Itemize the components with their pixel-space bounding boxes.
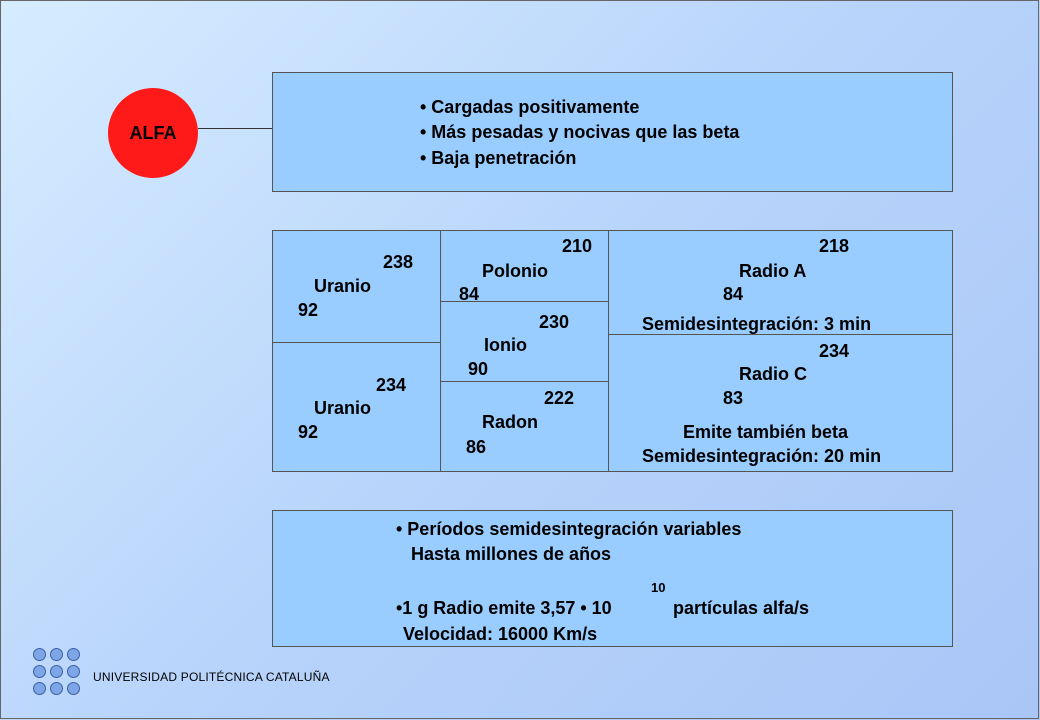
u234-number: 92: [298, 422, 319, 442]
logo-dot: [33, 682, 46, 695]
divider-v2: [608, 230, 609, 472]
u234-name: Uranio: [314, 398, 372, 418]
alfa-label: ALFA: [129, 122, 177, 143]
polonio-mass: 210: [562, 236, 593, 256]
ionio-mass: 230: [539, 312, 570, 332]
info-line-4: Velocidad: 16000 Km/s: [403, 624, 598, 644]
radioA-name: Radio A: [739, 261, 807, 281]
radon-mass: 222: [544, 388, 575, 408]
info-line-3a: •1 g Radio emite 3,57 • 10: [396, 598, 612, 618]
logo-dot: [50, 665, 63, 678]
logo-dot: [33, 665, 46, 678]
property-3: • Baja penetración: [420, 148, 577, 168]
property-1: • Cargadas positivamente: [420, 97, 640, 117]
u238-number: 92: [298, 300, 319, 320]
radioC-note-1: Emite también beta: [683, 422, 849, 442]
info-line-2: Hasta millones de años: [411, 544, 612, 564]
radioA-note: Semidesintegración: 3 min: [642, 314, 872, 334]
radon-number: 86: [466, 437, 487, 457]
divider-h-left: [272, 342, 440, 343]
u238-name: Uranio: [314, 276, 372, 296]
university-name: UNIVERSIDAD POLITÉCNICA CATALUÑA: [93, 670, 330, 684]
radioC-mass: 234: [819, 341, 850, 361]
info-line-1: • Períodos semidesintegración variables: [396, 519, 742, 539]
logo-dot: [33, 648, 46, 661]
u238-mass: 238: [383, 252, 414, 272]
radioA-number: 84: [723, 284, 744, 304]
logo-dot: [67, 648, 80, 661]
ionio-name: Ionio: [484, 335, 527, 355]
radioA-mass: 218: [819, 236, 850, 256]
connector-line: [198, 128, 272, 129]
u234-mass: 234: [376, 375, 407, 395]
logo-dot: [67, 665, 80, 678]
info-line-3b: partículas alfa/s: [673, 598, 810, 618]
logo-dot: [67, 682, 80, 695]
radioC-note-2: Semidesintegración: 20 min: [642, 446, 882, 466]
logo-dot: [50, 648, 63, 661]
radon-name: Radon: [482, 412, 538, 432]
polonio-name: Polonio: [482, 261, 548, 281]
divider-h-right: [608, 334, 953, 335]
property-2: • Más pesadas y nocivas que las beta: [420, 122, 740, 142]
divider-v1: [440, 230, 441, 472]
logo-dot: [50, 682, 63, 695]
polonio-number: 84: [459, 284, 480, 304]
radioC-number: 83: [723, 388, 744, 408]
alfa-circle: [108, 88, 198, 178]
decay-chain-box: [272, 230, 953, 472]
radioC-name: Radio C: [739, 364, 808, 384]
ionio-number: 90: [468, 359, 489, 379]
divider-h-mid2: [440, 381, 608, 382]
exponent: 10: [651, 580, 666, 595]
